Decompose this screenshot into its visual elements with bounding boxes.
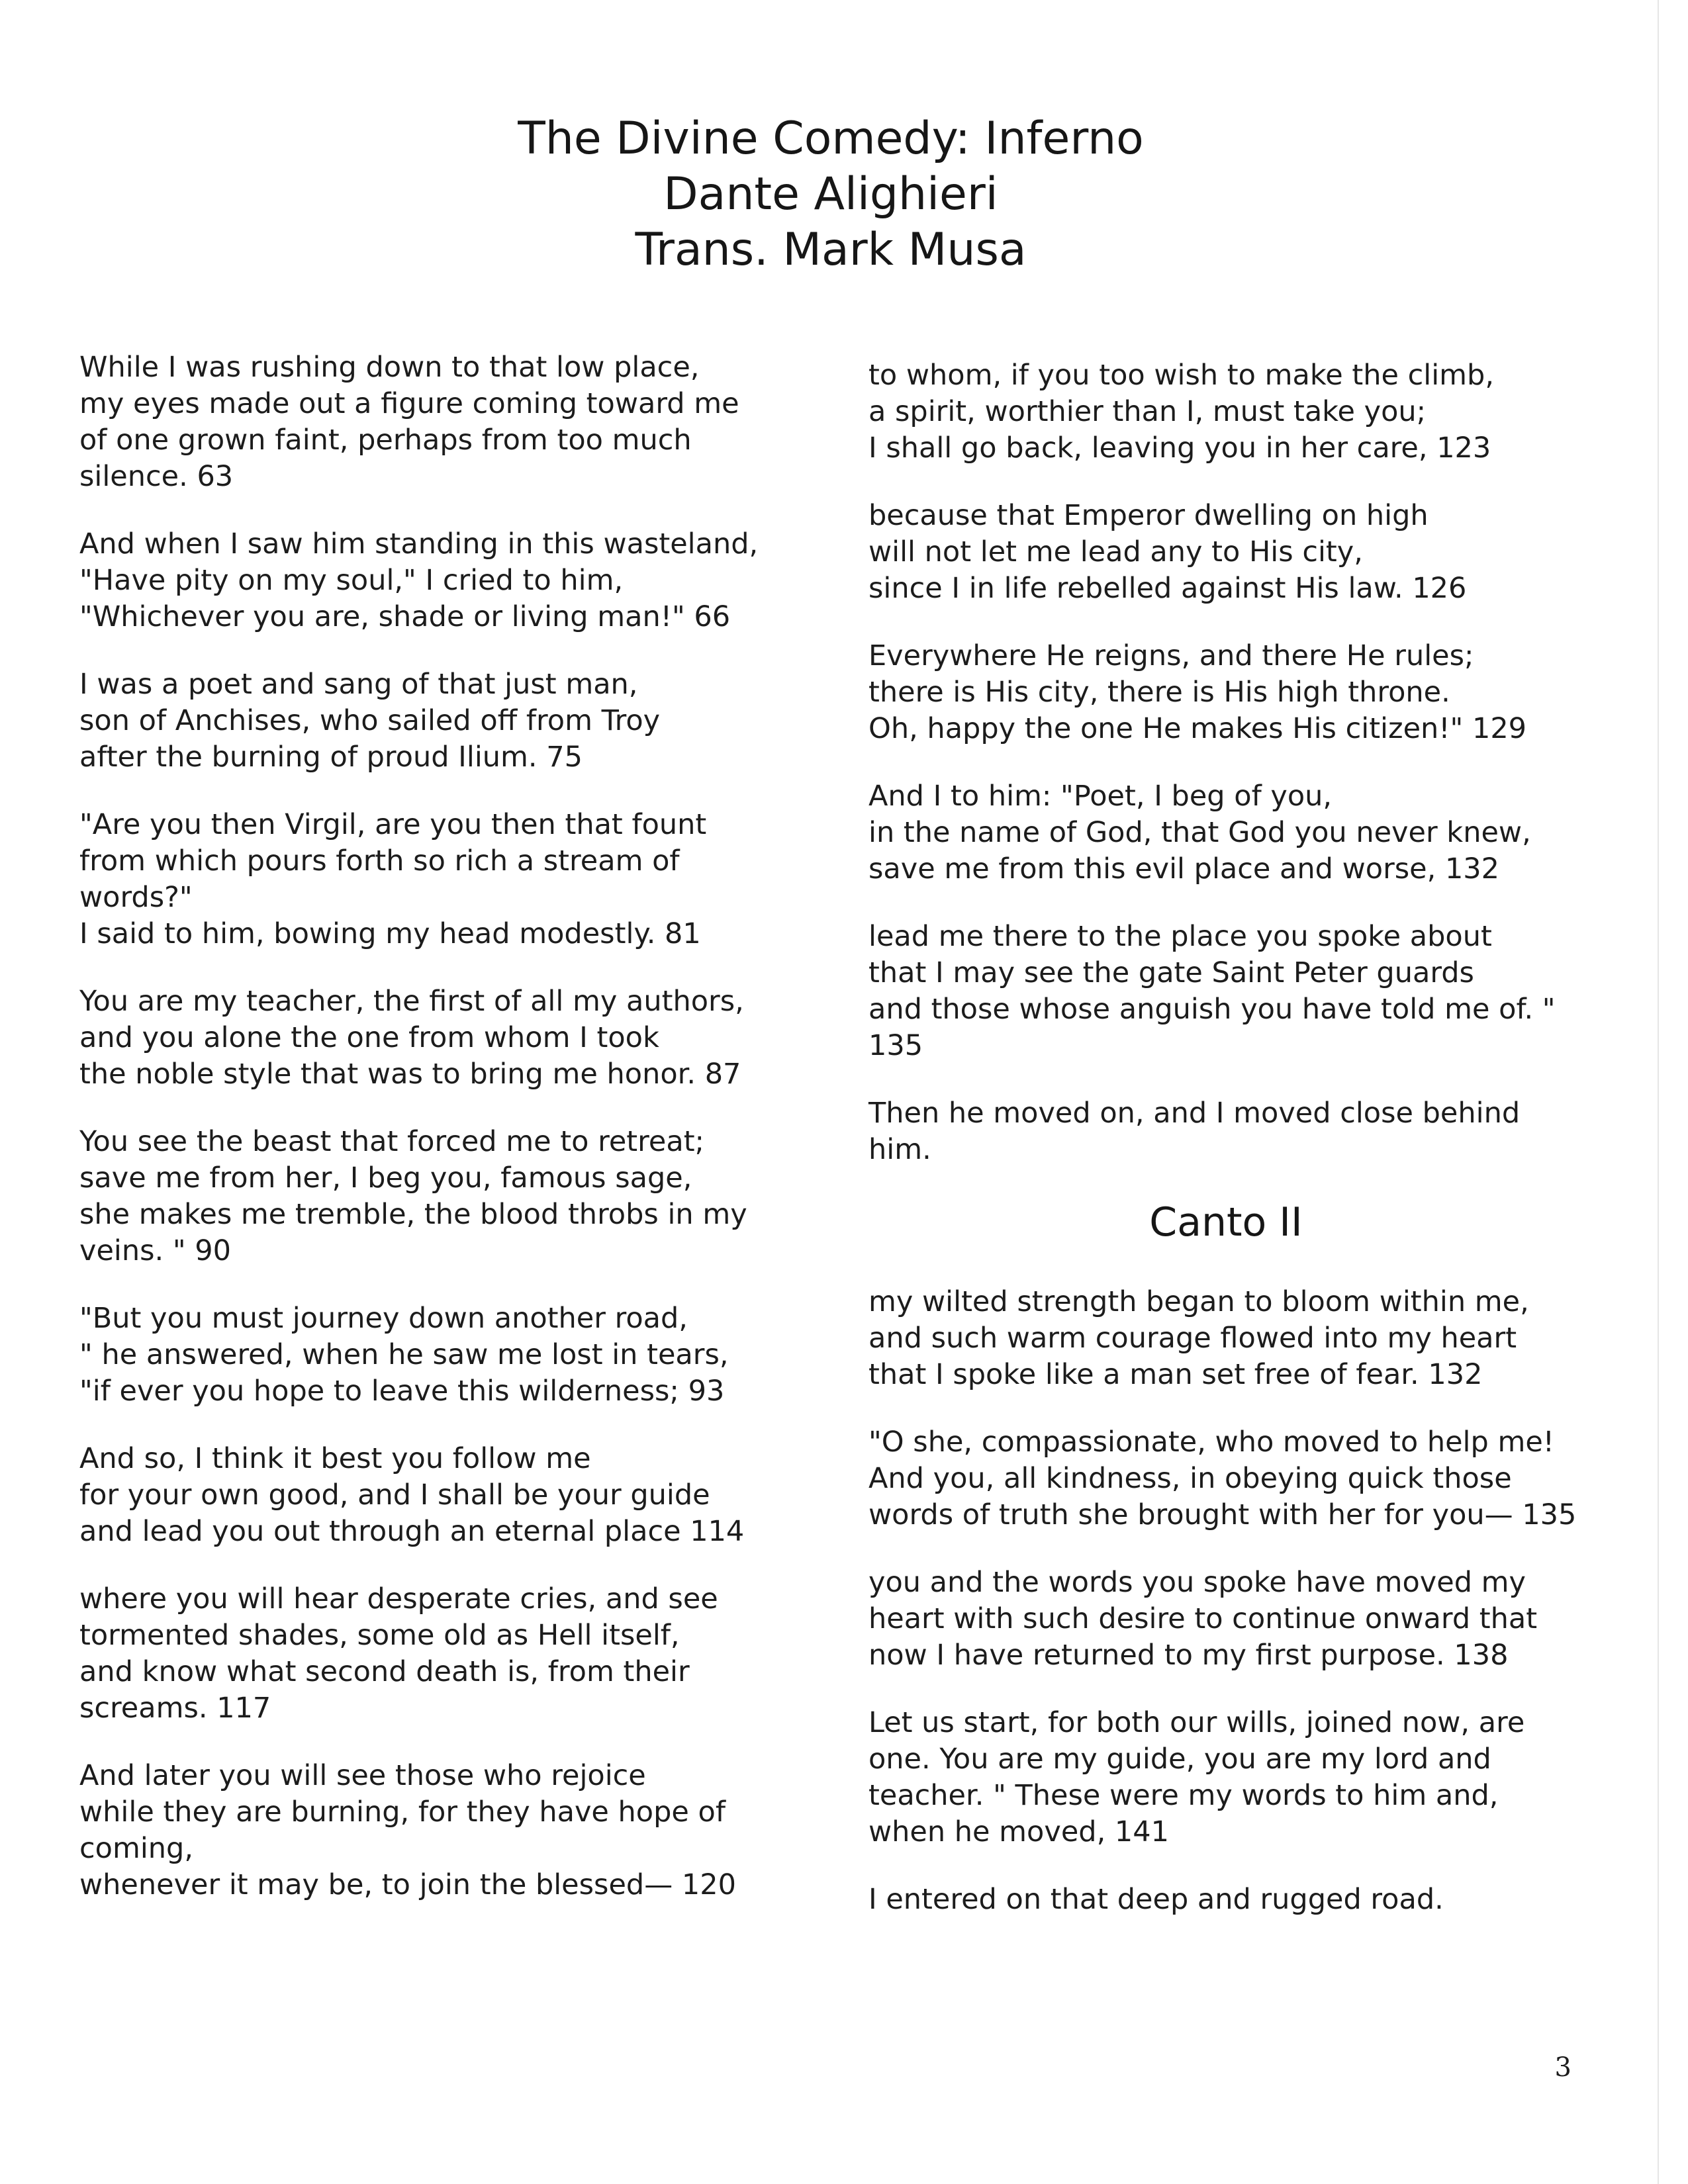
verse-line: While I was rushing down to that low place, bbox=[79, 351, 700, 384]
verse-line: heart with such desire to continue onward that bbox=[868, 1602, 1538, 1635]
verse-line: there is His city, there is His high throne. bbox=[868, 676, 1450, 709]
verse-line: "But you must journey down another road, bbox=[79, 1302, 688, 1335]
verse-line: from which pours forth so rich a stream of bbox=[79, 844, 680, 878]
stanza bbox=[868, 1705, 1583, 1850]
verse-line: since I in life rebelled against His law. 126 bbox=[868, 572, 1467, 605]
verse-line: after the burning of proud Ilium. 75 bbox=[79, 741, 583, 774]
verse-line: coming, bbox=[79, 1832, 193, 1865]
verse-line: save me from her, I beg you, famous sage, bbox=[79, 1161, 692, 1195]
verse-line: the noble style that was to bring me honor. 87 bbox=[79, 1058, 741, 1091]
verse-line: lead me there to the place you spoke about bbox=[868, 920, 1492, 953]
verse-line: words of truth she brought with her for you— 135 bbox=[868, 1498, 1577, 1531]
stanza bbox=[79, 1124, 774, 1269]
stanza bbox=[868, 638, 1583, 747]
verse-line: Then he moved on, and I moved close behind bbox=[868, 1097, 1521, 1130]
verse-line: screams. 117 bbox=[79, 1692, 271, 1725]
verse-line: Let us start, for both our wills, joined now, are bbox=[868, 1706, 1525, 1739]
stanza bbox=[868, 1284, 1583, 1393]
verse-line: because that Emperor dwelling on high bbox=[868, 499, 1429, 532]
verse-line: now I have returned to my first purpose. 138 bbox=[868, 1639, 1509, 1672]
verse-line: one. You are my guide, you are my lord and bbox=[868, 1743, 1491, 1776]
stanza bbox=[79, 1758, 774, 1903]
stanza bbox=[79, 1300, 774, 1410]
stanza bbox=[868, 498, 1583, 607]
verse-line: And when I saw him standing in this wasteland, bbox=[79, 527, 759, 561]
verse-line: Oh, happy the one He makes His citizen!" 129 bbox=[868, 712, 1527, 745]
author-name: Dante Alighieri bbox=[663, 168, 998, 220]
verse-line: she makes me tremble, the blood throbs in my bbox=[79, 1198, 747, 1231]
verse-line: in the name of God, that God you never knew, bbox=[868, 816, 1531, 849]
verse-line: and such warm courage flowed into my heart bbox=[868, 1322, 1517, 1355]
verse-line: words?" bbox=[79, 881, 193, 914]
verse-line: that I spoke like a man set free of fear. 132 bbox=[868, 1358, 1483, 1391]
verse-line: "Have pity on my soul," I cried to him, bbox=[79, 564, 624, 597]
verse-line: " he answered, when he saw me lost in tears, bbox=[79, 1338, 729, 1371]
stanza bbox=[79, 666, 774, 776]
verse-line: son of Anchises, who sailed off from Troy bbox=[79, 704, 661, 737]
verse-line: veins. " 90 bbox=[79, 1234, 232, 1267]
verse-line: a spirit, worthier than I, must take you; bbox=[868, 395, 1427, 428]
verse-line: And so, I think it best you follow me bbox=[79, 1442, 591, 1475]
stanza bbox=[868, 919, 1583, 1064]
stanza bbox=[868, 1882, 1583, 1918]
verse-line: silence. 63 bbox=[79, 460, 234, 493]
verse-line: and lead you out through an eternal place 114 bbox=[79, 1515, 745, 1548]
stanza bbox=[868, 357, 1583, 467]
verse-line: you and the words you spoke have moved my bbox=[868, 1566, 1526, 1599]
verse-line: And later you will see those who rejoice bbox=[79, 1759, 646, 1792]
right-column bbox=[868, 357, 1583, 1949]
verse-line: that I may see the gate Saint Peter guards bbox=[868, 956, 1474, 989]
stanza bbox=[79, 983, 774, 1093]
page-edge bbox=[1658, 0, 1659, 2184]
left-column bbox=[79, 349, 774, 1934]
verse-line: when he moved, 141 bbox=[868, 1815, 1169, 1848]
stanza bbox=[868, 778, 1583, 887]
stanza bbox=[868, 1565, 1583, 1674]
verse-line: of one grown faint, perhaps from too much bbox=[79, 424, 692, 457]
stanza bbox=[79, 526, 774, 635]
stanza bbox=[868, 1424, 1583, 1533]
verse-line: will not let me lead any to His city, bbox=[868, 535, 1363, 569]
verse-line: I shall go back, leaving you in her care, 123 bbox=[868, 432, 1491, 465]
verse-line: I said to him, bowing my head modestly. 81 bbox=[79, 917, 701, 950]
stanza bbox=[79, 1441, 774, 1550]
verse-line: and you alone the one from whom I took bbox=[79, 1021, 659, 1054]
page-number: 3 bbox=[1554, 2052, 1571, 2083]
verse-line: You see the beast that forced me to retreat; bbox=[79, 1125, 705, 1158]
title-block bbox=[0, 111, 1662, 278]
verse-line: 135 bbox=[868, 1029, 923, 1062]
verse-line: "Are you then Virgil, are you then that fount bbox=[79, 808, 707, 841]
canto-heading: Canto II bbox=[1149, 1199, 1303, 1246]
verse-line: my eyes made out a figure coming toward me bbox=[79, 387, 739, 420]
page-title: The Divine Comedy: Inferno bbox=[518, 113, 1144, 165]
verse-line: to whom, if you too wish to make the climb, bbox=[868, 359, 1494, 392]
verse-line: I was a poet and sang of that just man, bbox=[79, 668, 638, 701]
verse-line: him. bbox=[868, 1133, 931, 1166]
verse-line: And you, all kindness, in obeying quick those bbox=[868, 1462, 1512, 1495]
verse-line: "Whichever you are, shade or living man!" 66 bbox=[79, 600, 731, 633]
verse-line: "O she, compassionate, who moved to help me! bbox=[868, 1426, 1555, 1459]
verse-line: where you will hear desperate cries, and see bbox=[79, 1582, 718, 1615]
verse-line: and those whose anguish you have told me of. " bbox=[868, 993, 1556, 1026]
verse-line: tormented shades, some old as Hell itself, bbox=[79, 1619, 680, 1652]
verse-line: "if ever you hope to leave this wilderness; 93 bbox=[79, 1375, 725, 1408]
stanza bbox=[79, 349, 774, 495]
verse-line: for your own good, and I shall be your guide bbox=[79, 1479, 710, 1512]
verse-line: Everywhere He reigns, and there He rules; bbox=[868, 639, 1474, 672]
translator-credit: Trans. Mark Musa bbox=[635, 224, 1027, 276]
verse-line: whenever it may be, to join the blessed— 120 bbox=[79, 1868, 736, 1901]
verse-line: my wilted strength began to bloom within me, bbox=[868, 1285, 1529, 1318]
verse-line: while they are burning, for they have hope of bbox=[79, 1796, 726, 1829]
verse-line: And I to him: "Poet, I beg of you, bbox=[868, 780, 1333, 813]
stanza bbox=[79, 807, 774, 952]
verse-line: and know what second death is, from their bbox=[79, 1655, 690, 1688]
stanza bbox=[868, 1095, 1583, 1168]
verse-line: I entered on that deep and rugged road. bbox=[868, 1883, 1444, 1916]
verse-line: You are my teacher, the first of all my authors, bbox=[79, 985, 744, 1018]
verse-line: teacher. " These were my words to him and, bbox=[868, 1779, 1499, 1812]
stanza bbox=[79, 1581, 774, 1727]
verse-line: save me from this evil place and worse, 132 bbox=[868, 852, 1500, 886]
